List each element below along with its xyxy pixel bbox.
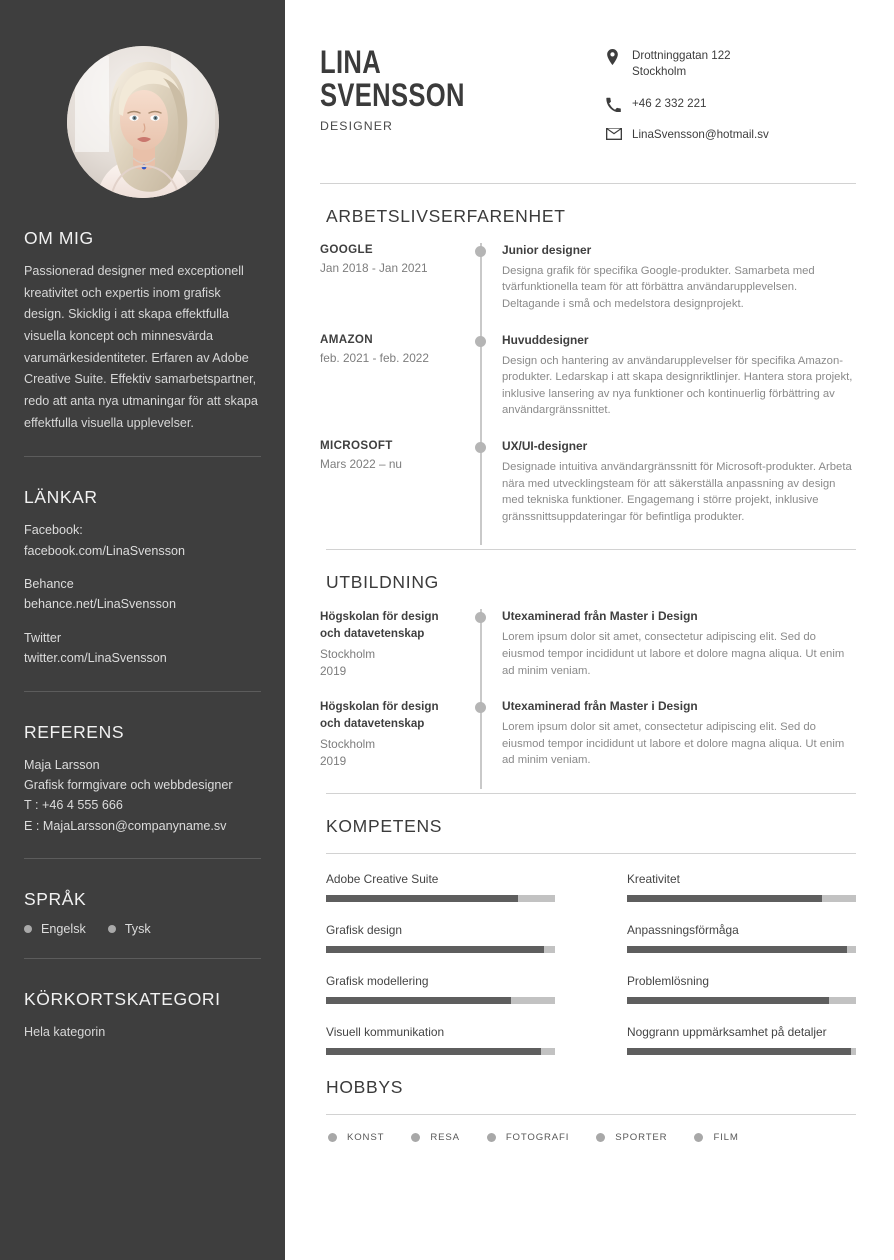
reference-section: [24, 722, 261, 837]
experience-role: Huvuddesigner: [502, 332, 589, 347]
timeline-marker: [472, 699, 502, 789]
skill-bar-fill: [326, 946, 544, 953]
link-item-twitter[interactable]: [24, 628, 261, 669]
skills-top-divider: [326, 853, 856, 854]
skill-bar-fill: [326, 895, 518, 902]
hobby-item: [694, 1132, 738, 1143]
skill-item: [326, 974, 555, 1004]
experience-meta: [320, 243, 472, 333]
education-meta: [320, 699, 472, 789]
education-timeline: [320, 609, 856, 789]
sidebar-divider-4: [24, 958, 261, 959]
skills-section: [320, 816, 856, 1055]
hobby-item: [411, 1132, 460, 1143]
hobby-label: KONST: [347, 1131, 385, 1143]
skill-item: [326, 1025, 555, 1055]
experience-description: Designade intuitiva användargränssnitt för Microsoft-produkter. Arbeta nära med utvecklingsteam för att säkerställa anpassning av design med tekniska funktioner. Engagemang i större projekt, inklusive gränssnittsuppdateringar för befintliga produkter.: [502, 460, 852, 523]
link-url[interactable]: twitter.com/LinaSvensson: [24, 651, 167, 666]
skill-bar-fill: [627, 1048, 851, 1055]
skill-bar-fill: [627, 997, 829, 1004]
skill-label: Problemlösning: [627, 973, 709, 988]
experience-dates: Jan 2018 - Jan 2021: [320, 260, 428, 275]
education-school: Högskolan för design och datavetenskap: [320, 610, 439, 640]
education-section: [320, 572, 856, 794]
experience-role: Junior designer: [502, 242, 592, 257]
experience-divider: [326, 549, 856, 550]
license-value: Hela kategorin: [24, 1025, 106, 1040]
link-label: Facebook:: [24, 523, 83, 538]
experience-body: [502, 439, 856, 545]
skill-item: [326, 872, 555, 902]
bullet-dot-icon: [596, 1133, 605, 1142]
timeline-dot-icon: [475, 612, 486, 623]
reference-phone: T : +46 4 555 666: [24, 798, 123, 813]
link-url[interactable]: behance.net/LinaSvensson: [24, 597, 176, 612]
skill-label: Noggrann uppmärksamhet på detaljer: [627, 1024, 827, 1039]
hobby-label: SPORTER: [615, 1131, 668, 1143]
first-name: LINA: [320, 44, 382, 80]
languages-section: [24, 889, 261, 936]
language-label: Engelsk: [41, 922, 86, 937]
education-school: Högskolan för design och datavetenskap: [320, 700, 439, 730]
timeline-line: [480, 333, 482, 439]
sidebar: [0, 0, 285, 1260]
skill-label: Grafisk modellering: [326, 973, 429, 988]
education-meta: [320, 609, 472, 699]
experience-role: UX/UI-designer: [502, 438, 588, 453]
skill-item: [326, 923, 555, 953]
reference-name: Maja Larsson: [24, 757, 100, 772]
timeline-dot-icon: [475, 442, 486, 453]
bullet-dot-icon: [487, 1133, 496, 1142]
experience-dates: Mars 2022 – nu: [320, 456, 402, 471]
language-item: [24, 922, 86, 936]
timeline-dot-icon: [475, 336, 486, 347]
contact-email-text: LinaSvensson@hotmail.sv: [632, 128, 769, 142]
skill-item: [627, 974, 856, 1004]
skills-grid: [326, 872, 856, 1055]
hobbies-list: [328, 1132, 856, 1143]
education-heading: UTBILDNING: [326, 572, 439, 593]
hobbies-heading: HOBBYS: [326, 1076, 404, 1097]
experience-heading: ARBETSLIVSERFARENHET: [326, 205, 566, 226]
link-label: Twitter: [24, 630, 62, 645]
timeline-dot-icon: [475, 702, 486, 713]
hobby-item: [596, 1132, 667, 1143]
education-divider: [326, 793, 856, 794]
experience-item: [320, 439, 856, 545]
education-year: 2019: [320, 753, 347, 768]
skill-label: Anpassningsförmåga: [627, 922, 739, 937]
skill-bar-track: [627, 1048, 856, 1055]
avatar: [67, 46, 219, 198]
education-degree: Utexaminerad från Master i Design: [502, 609, 698, 624]
experience-timeline: [320, 243, 856, 546]
experience-item: [320, 243, 856, 333]
timeline-line: [480, 439, 482, 545]
timeline-marker: [472, 439, 502, 545]
experience-company: GOOGLE: [320, 242, 373, 256]
reference-heading: REFERENS: [24, 721, 125, 742]
last-name: SVENSSON: [320, 76, 465, 113]
skill-label: Adobe Creative Suite: [326, 871, 439, 886]
experience-meta: [320, 333, 472, 439]
header-divider: [320, 183, 856, 184]
links-section: [24, 487, 261, 668]
skill-bar-track: [326, 895, 555, 902]
experience-body: [502, 243, 856, 333]
phone-icon: [606, 96, 632, 112]
links-heading: LÄNKAR: [24, 487, 98, 508]
hobby-item: [487, 1132, 569, 1143]
education-item: [320, 609, 856, 699]
skill-bar-fill: [326, 997, 511, 1004]
experience-description: Designa grafik för specifika Google-produkter. Samarbeta med tvärfunktionella team för att förbättra användarupplevelsen. Deltagande i små och medelstora designprojekt.: [502, 264, 815, 310]
education-body: [502, 609, 856, 699]
link-item-behance[interactable]: [24, 574, 261, 615]
experience-description: Design och hantering av användarupplevelser för specifika Amazon-produkter. Ledarskap i att skapa designriktlinjer. Hantera stora projekt, inklusive lansering av nya funktioner och kontinuerlig förbättring av användargränssnittet.: [502, 354, 853, 417]
timeline-marker: [472, 243, 502, 333]
about-heading: OM MIG: [24, 228, 94, 248]
hobbies-section: [320, 1077, 856, 1143]
timeline-marker: [472, 333, 502, 439]
contact-email: [606, 127, 856, 143]
skill-bar-track: [326, 1048, 555, 1055]
education-description: Lorem ipsum dolor sit amet, consectetur adipiscing elit. Sed do eiusmod tempor incididunt ut labore et dolore magna aliqua. Ut enim ad minim veniam.: [502, 721, 845, 767]
resume-header: [320, 38, 856, 159]
skill-item: [627, 923, 856, 953]
skill-label: Visuell kommunikation: [326, 1024, 445, 1039]
bullet-dot-icon: [411, 1133, 420, 1142]
education-degree: Utexaminerad från Master i Design: [502, 699, 698, 714]
about-text: Passionerad designer med exceptionell kreativitet och expertis inom grafisk design. Skicklig i att skapa effektfulla visuella koncept och minnesvärda varumärkesidentiteter. Erfaren av Adobe Creative Suite. Effektiv samarbetspartner, redo att anta nya utmaningar för att skapa effektfulla visuella upplevelser.: [24, 264, 258, 430]
experience-dates: feb. 2021 - feb. 2022: [320, 350, 429, 365]
skill-item: [627, 1025, 856, 1055]
contact-address: [606, 48, 856, 81]
skill-bar-track: [627, 997, 856, 1004]
experience-body: [502, 333, 856, 439]
sidebar-divider-2: [24, 691, 261, 692]
link-url[interactable]: facebook.com/LinaSvensson: [24, 543, 186, 558]
skill-bar-track: [627, 946, 856, 953]
skill-bar-fill: [326, 1048, 541, 1055]
reference-email: E : MajaLarsson@companyname.sv: [24, 818, 227, 833]
reference-role: Grafisk formgivare och webbdesigner: [24, 777, 233, 792]
contact-phone-text: +46 2 332 221: [632, 96, 707, 110]
education-item: [320, 699, 856, 789]
address-line-1: Drottninggatan 122: [632, 49, 731, 62]
profile-photo-illustration: [67, 46, 219, 198]
sidebar-divider-3: [24, 858, 261, 859]
hobbies-divider: [326, 1114, 856, 1115]
contact-phone: [606, 96, 856, 112]
hobby-item: [328, 1132, 384, 1143]
name-block: [320, 38, 501, 133]
bullet-dot-icon: [108, 925, 116, 933]
timeline-dot-icon: [475, 246, 486, 257]
experience-meta: [320, 439, 472, 545]
experience-company: MICROSOFT: [320, 438, 393, 452]
skills-heading: KOMPETENS: [326, 815, 443, 836]
education-description: Lorem ipsum dolor sit amet, consectetur adipiscing elit. Sed do eiusmod tempor incididunt ut labore et dolore magna aliqua. Ut enim ad minim veniam.: [502, 631, 845, 677]
language-item: [108, 922, 151, 936]
timeline-marker: [472, 609, 502, 699]
skill-bar-track: [326, 946, 555, 953]
hobby-label: FOTOGRAFI: [505, 1131, 570, 1143]
contact-address-text: [632, 48, 731, 81]
education-year: 2019: [320, 663, 347, 678]
education-city: Stockholm: [320, 647, 376, 662]
bullet-dot-icon: [24, 925, 32, 933]
link-label: Behance: [24, 577, 74, 592]
hobby-label: FILM: [713, 1131, 739, 1143]
bullet-dot-icon: [694, 1133, 703, 1142]
envelope-icon: [606, 127, 632, 140]
hobby-label: RESA: [430, 1131, 460, 1143]
license-section: [24, 989, 261, 1044]
sidebar-divider-1: [24, 456, 261, 457]
experience-item: [320, 333, 856, 439]
skill-bar-fill: [627, 946, 847, 953]
languages-list: [24, 922, 261, 936]
link-item-facebook[interactable]: [24, 520, 261, 561]
experience-section: [320, 206, 856, 551]
skill-label: Grafisk design: [326, 922, 403, 937]
job-title: DESIGNER: [320, 118, 394, 133]
experience-company: AMAZON: [320, 332, 373, 346]
bullet-dot-icon: [328, 1133, 337, 1142]
main-content: [285, 0, 894, 1260]
license-heading: KÖRKORTSKATEGORI: [24, 989, 221, 1010]
about-section: [24, 228, 261, 434]
skill-label: Kreativitet: [627, 871, 680, 886]
language-label: Tysk: [124, 922, 151, 937]
skill-bar-fill: [627, 895, 822, 902]
location-pin-icon: [606, 48, 632, 65]
education-body: [502, 699, 856, 789]
skill-item: [627, 872, 856, 902]
languages-heading: SPRÅK: [24, 889, 87, 910]
skill-bar-track: [627, 895, 856, 902]
contact-list: [606, 38, 856, 159]
address-line-2: Stockholm: [632, 65, 687, 79]
skill-bar-track: [326, 997, 555, 1004]
education-city: Stockholm: [320, 737, 376, 752]
